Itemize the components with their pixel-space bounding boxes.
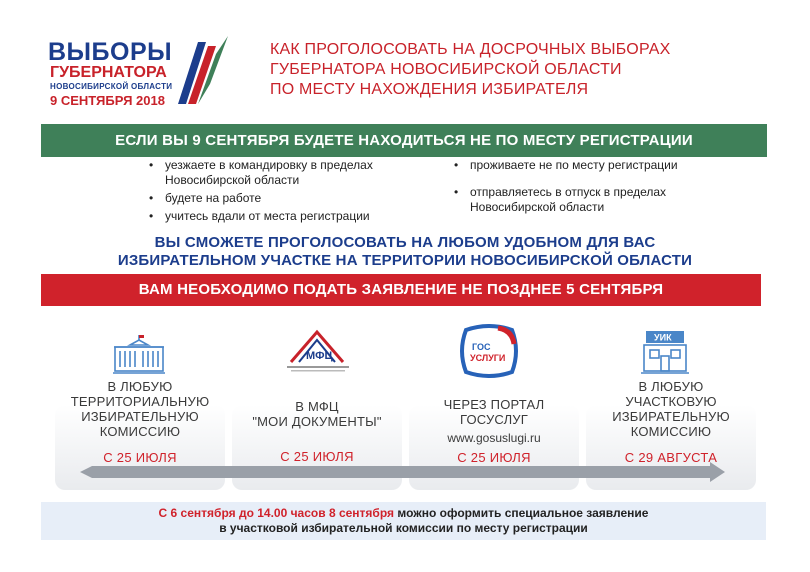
note-text: можно оформить специальное заявление	[394, 506, 649, 520]
gosuslugi-label-2: УСЛУГИ	[470, 353, 506, 363]
logo-date: 9 СЕНТЯБРЯ 2018	[50, 93, 165, 108]
gosuslugi-label-1: ГОС	[472, 342, 491, 352]
option-mfc	[232, 399, 402, 429]
list-item: • проживаете не по месту регистрации	[451, 158, 751, 173]
logo-region: НОВОСИБИРСКОЙ ОБЛАСТИ	[50, 82, 173, 91]
list-item: • уезжаете в командировку в пределах Новосибирской области	[146, 158, 446, 188]
option-text: "МОИ ДОКУМЕНТЫ"	[252, 414, 382, 429]
list-item: • отправляетесь в отпуск в пределах Новосибирской области	[451, 185, 710, 215]
option-text: УЧАСТКОВУЮ	[625, 394, 717, 409]
page-title	[270, 40, 770, 100]
uik-building-icon	[640, 329, 690, 377]
option-gosuslugi	[409, 397, 579, 427]
option-text: КОМИССИЮ	[99, 424, 181, 439]
list-item: • учитесь вдали от места регистрации	[146, 209, 446, 224]
option-text: В МФЦ	[295, 399, 339, 414]
logo-subtitle: ГУБЕРНАТОРА	[50, 64, 167, 81]
option-text: ГОСУСЛУГ	[459, 412, 529, 427]
special-application-note	[41, 502, 766, 540]
headline-line: ВЫ СМОЖЕТЕ ПРОГОЛОСОВАТЬ НА ЛЮБОМ УДОБНОМ ДЛЯ ВАС	[154, 234, 656, 251]
note-highlight: С 6 сентября до 14.00 часов 8 сентября	[158, 506, 395, 520]
logo-title: ВЫБОРЫ	[48, 38, 173, 66]
option-date: С 25 ИЮЛЯ	[103, 450, 177, 465]
deadline-banner: ВАМ НЕОБХОДИМО ПОДАТЬ ЗАЯВЛЕНИЕ НЕ ПОЗДНЕЕ 5 СЕНТЯБРЯ	[41, 274, 761, 306]
option-date: С 25 ИЮЛЯ	[457, 450, 531, 465]
option-precinct-commission	[586, 379, 756, 439]
option-territorial-commission	[55, 379, 225, 439]
gosuslugi-logo-icon	[458, 324, 520, 378]
reasons-list-left	[146, 158, 446, 227]
building-icon	[112, 333, 166, 375]
uik-label: УИК	[654, 332, 672, 343]
option-date: С 29 АВГУСТА	[624, 450, 718, 465]
condition-banner: ЕСЛИ ВЫ 9 СЕНТЯБРЯ БУДЕТЕ НАХОДИТЬСЯ НЕ ПО МЕСТУ РЕГИСТРАЦИИ	[41, 124, 767, 157]
reasons-list-right	[451, 158, 751, 218]
option-text: В ЛЮБУЮ	[638, 379, 704, 394]
option-text: КОМИССИЮ	[630, 424, 712, 439]
title-line: КАК ПРОГОЛОСОВАТЬ НА ДОСРОЧНЫХ ВЫБОРАХ	[270, 41, 671, 58]
list-item: • будете на работе	[146, 191, 446, 206]
mfc-label: МФЦ	[306, 350, 333, 362]
mfc-logo-icon	[283, 326, 353, 376]
option-text: ТЕРРИТОРИАЛЬНУЮ	[70, 394, 210, 409]
option-text: ИЗБИРАТЕЛЬНУЮ	[612, 409, 730, 424]
option-text: В ЛЮБУЮ	[107, 379, 173, 394]
flag-swoosh-icon	[176, 34, 230, 106]
gosuslugi-link[interactable]: www.gosuslugi.ru	[447, 431, 541, 445]
headline	[40, 234, 770, 270]
option-text: ИЗБИРАТЕЛЬНУЮ	[81, 409, 199, 424]
title-line: ГУБЕРНАТОРА НОВОСИБИРСКОЙ ОБЛАСТИ	[270, 61, 622, 78]
note-text: в участковой избирательной комиссии по месту регистрации	[219, 521, 588, 535]
option-date: С 25 ИЮЛЯ	[280, 449, 354, 464]
headline-line: ИЗБИРАТЕЛЬНОМ УЧАСТКЕ НА ТЕРРИТОРИИ НОВОСИБИРСКОЙ ОБЛАСТИ	[117, 252, 693, 269]
option-text: ЧЕРЕЗ ПОРТАЛ	[443, 397, 545, 412]
timeline-arrow-icon	[80, 462, 725, 482]
title-line: ПО МЕСТУ НАХОЖДЕНИЯ ИЗБИРАТЕЛЯ	[270, 81, 589, 98]
